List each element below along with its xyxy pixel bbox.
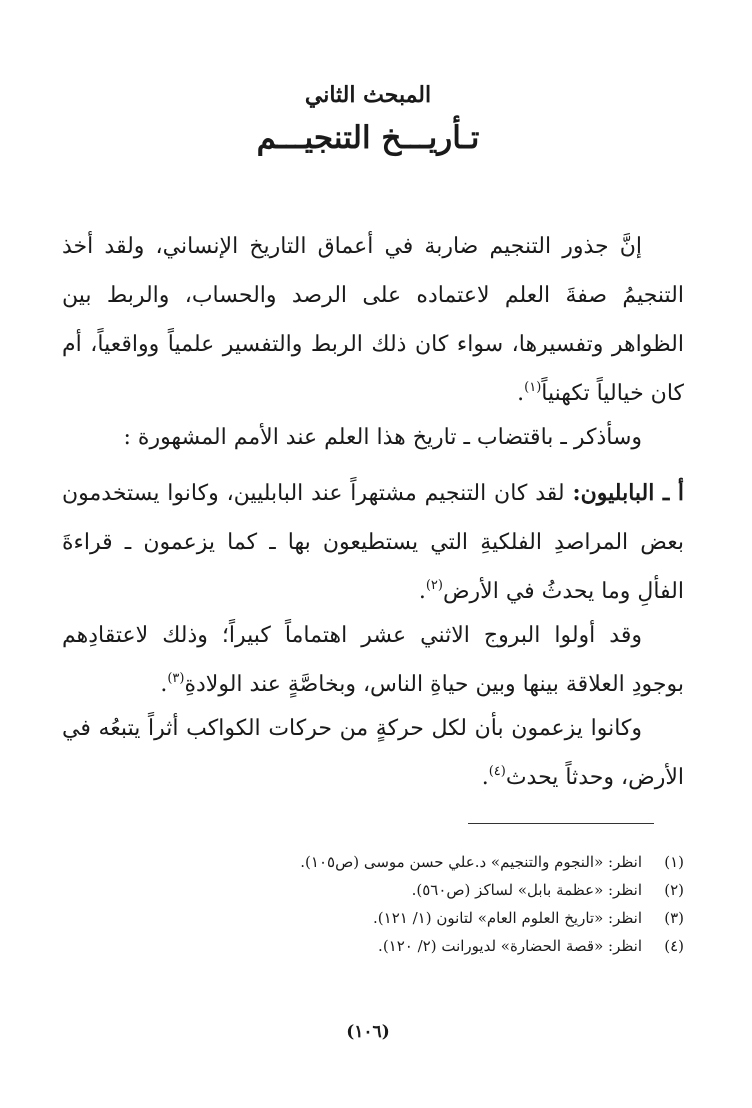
paragraph-end: . [418, 579, 426, 604]
footnote-ref[interactable]: (١) [524, 380, 542, 395]
paragraph-text: لقد كان التنجيم مشتهراً عند البابليين، وكانوا يستخدمون بعض المراصدِ الفلكيةِ التي يستطيعون بها ـ كما يزعمون ـ قراءةَ الفألِ وما يحدثُ في الأرض [62, 481, 684, 604]
paragraph-text: وقد أولوا البروج الاثني عشر اهتماماً كبيراً؛ وذلك لاعتقادِهم بوجودِ العلاقة بينها وبين حياةِ الناس، وبخاصَّةٍ عند الولادةِ [62, 623, 684, 697]
footnote-text: انظر: «قصة الحضارة» لديورانت (٢/ ١٢٠). [378, 937, 642, 955]
paragraph-end: . [481, 765, 489, 790]
footnotes [62, 848, 684, 960]
footnote-ref[interactable]: (٢) [425, 578, 443, 593]
paragraph-zodiac [62, 611, 684, 709]
paragraph-end: . [517, 381, 525, 406]
footnote-divider [468, 823, 654, 824]
paragraph-text: وكانوا يزعمون بأن لكل حركةٍ من حركات الكواكب أثراً يتبعُه في الأرض، وحدثاً يحدث [62, 716, 684, 790]
footnote-number: (٢) [664, 881, 684, 899]
footnote-text: انظر: «عظمة بابل» لساكز (ص٥٦٠). [411, 881, 642, 899]
footnote-item [62, 904, 684, 932]
paragraph-planets [62, 704, 684, 802]
page-number: (١٠٦) [346, 1022, 390, 1042]
footnote-number: (٤) [664, 937, 684, 955]
footnote-text: انظر: «تاريخ العلوم العام» لتانون (١/ ١٢١). [373, 909, 642, 927]
paragraph-intro [62, 222, 684, 418]
section-label: المبحث الثاني [304, 82, 432, 108]
subheading-babylonians: أ ـ البابليون: [572, 480, 684, 506]
footnote-number: (١) [664, 853, 684, 871]
footnote-number: (٣) [664, 909, 684, 927]
footnote-item [62, 932, 684, 960]
footnote-item [62, 848, 684, 876]
footnote-item [62, 876, 684, 904]
paragraph-text: إنَّ جذور التنجيم ضاربة في أعماق التاريخ الإنساني، ولقد أخذ التنجيمُ صفةَ العلم لاعتماده على الرصد والحساب، والربط بين الظواهر وتفسيرها، سواء كان ذلك الربط والتفسير علمياً وواقعياً، أم كان خيالياً تكهنياً [62, 234, 684, 406]
paragraph-end: . [160, 672, 168, 697]
footnote-text: انظر: «النجوم والتنجيم» د.علي حسن موسى (ص١٠٥). [300, 853, 642, 871]
paragraph-overview: وسأذكر ـ باقتضاب ـ تاريخ هذا العلم عند الأمم المشهورة : [123, 425, 642, 450]
footnote-ref[interactable]: (٣) [167, 671, 185, 686]
chapter-title: تـأريـــخ التنجيـــم [256, 120, 480, 156]
footnote-ref[interactable]: (٤) [488, 764, 506, 779]
paragraph-babylonians [62, 469, 684, 616]
